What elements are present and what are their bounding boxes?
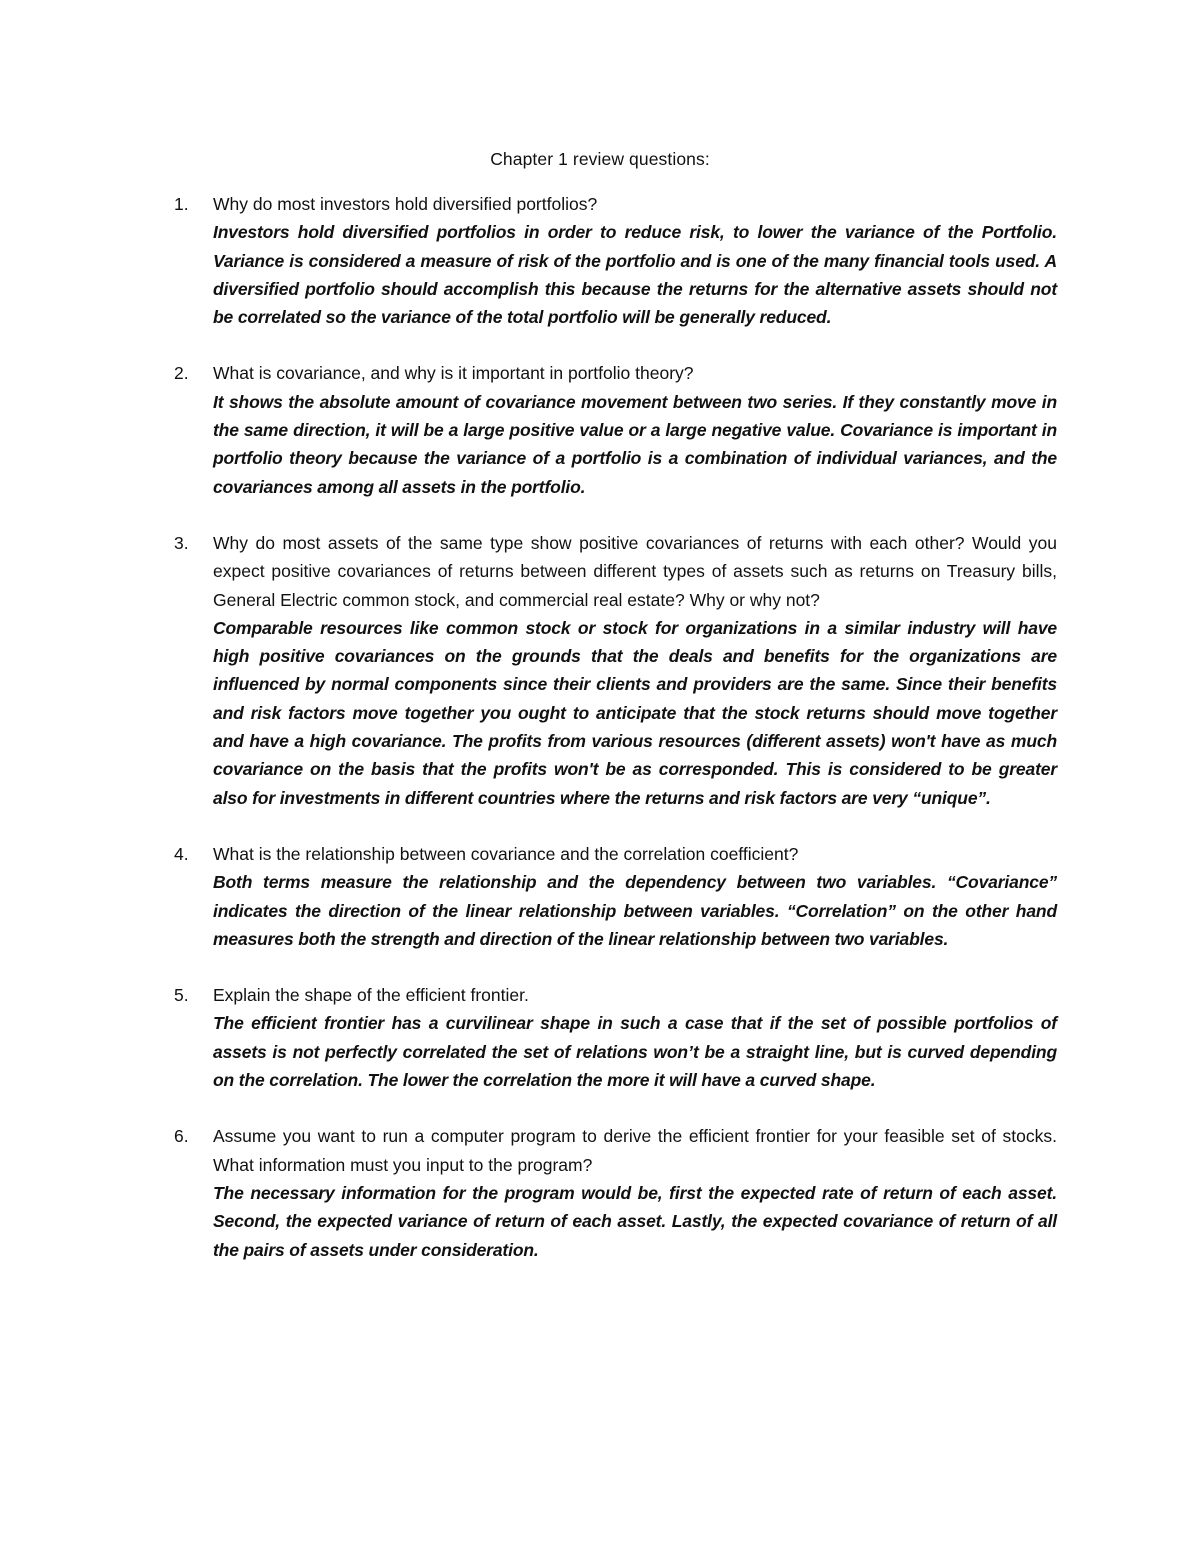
question-item-6 xyxy=(174,1122,1057,1263)
question-item-3 xyxy=(174,529,1057,812)
question-item-5 xyxy=(174,981,1057,1094)
answer-text: The necessary information for the program would be, first the expected rate of return of each asset. Second, the expected variance of return of each asset. Lastly, the expected covariance of return of all the pairs of assets under consideration. xyxy=(213,1182,1057,1260)
question-number: 4. xyxy=(174,843,189,864)
question-number: 1. xyxy=(174,194,189,214)
question-text: What is covariance, and why is it important in portfolio theory? xyxy=(213,363,694,384)
question-item-2 xyxy=(174,359,1057,500)
question-number: 2. xyxy=(174,363,189,384)
answer-text: It shows the absolute amount of covariance movement between two series. If they constantly move in the same direction, it will be a large positive value or a large negative value. Covariance is important in portfolio theory because the variance of a portfolio is a combination of individual variances, and the covariances among all assets in the portfolio. xyxy=(213,391,1057,497)
question-number: 5. xyxy=(174,985,189,1006)
question-text: Explain the shape of the efficient frontier. xyxy=(213,985,529,1006)
question-item-4 xyxy=(174,840,1057,953)
question-text: Assume you want to run a computer program to derive the efficient frontier for your feasible set of stocks. What information must you input to the program? xyxy=(213,1126,1057,1175)
document-title: Chapter 1 review questions: xyxy=(490,149,710,169)
answer-text: Both terms measure the relationship and the dependency between two variables. “Covariance” indicates the direction of the linear relationship between variables. “Correlation” on the other hand measures both the strength and direction of the linear relationship between two variables. xyxy=(213,872,1057,949)
question-number: 6. xyxy=(174,1126,189,1147)
answer-text: The efficient frontier has a curvilinear shape in such a case that if the set of possible portfolios of assets is not perfectly correlated the set of relations won’t be a straight line, but is curved depending on the correlation. The lower the correlation the more it will have a curved shape. xyxy=(213,1013,1057,1091)
answer-text: Investors hold diversified portfolios in order to reduce risk, to lower the variance of the Portfolio. Variance is considered a measure of risk of the portfolio and is one of the many financial tools used. A diversified portfolio should accomplish this because the returns for the alternative assets should not be correlated so the variance of the total portfolio will be generally reduced. xyxy=(213,222,1057,328)
answer-text: Comparable resources like common stock or stock for organizations in a similar industry will have high positive covariances on the grounds that the deals and benefits for the organizations are influenced by normal components since their clients and providers are the same. Since their benefits and risk factors move together you ought to anticipate that the stock returns should move together and have a high covariance. The profits from various resources (different assets) won't have as much covariance on the basis that the profits won't be as corresponded. This is considered to be greater also for investments in different countries where the returns and risk factors are very “unique”. xyxy=(213,617,1057,808)
question-text: What is the relationship between covariance and the correlation coefficient? xyxy=(213,843,799,864)
question-item-1 xyxy=(174,190,1057,331)
question-text: Why do most assets of the same type show positive covariances of returns with each other? Would you expect positive covariances of returns between different types of assets such as returns on Treasury bills, General Electric common stock, and commercial real estate? Why or why not? xyxy=(213,532,1057,610)
question-number: 3. xyxy=(174,532,189,553)
question-list xyxy=(174,190,1057,1292)
question-text: Why do most investors hold diversified portfolios? xyxy=(213,194,598,214)
